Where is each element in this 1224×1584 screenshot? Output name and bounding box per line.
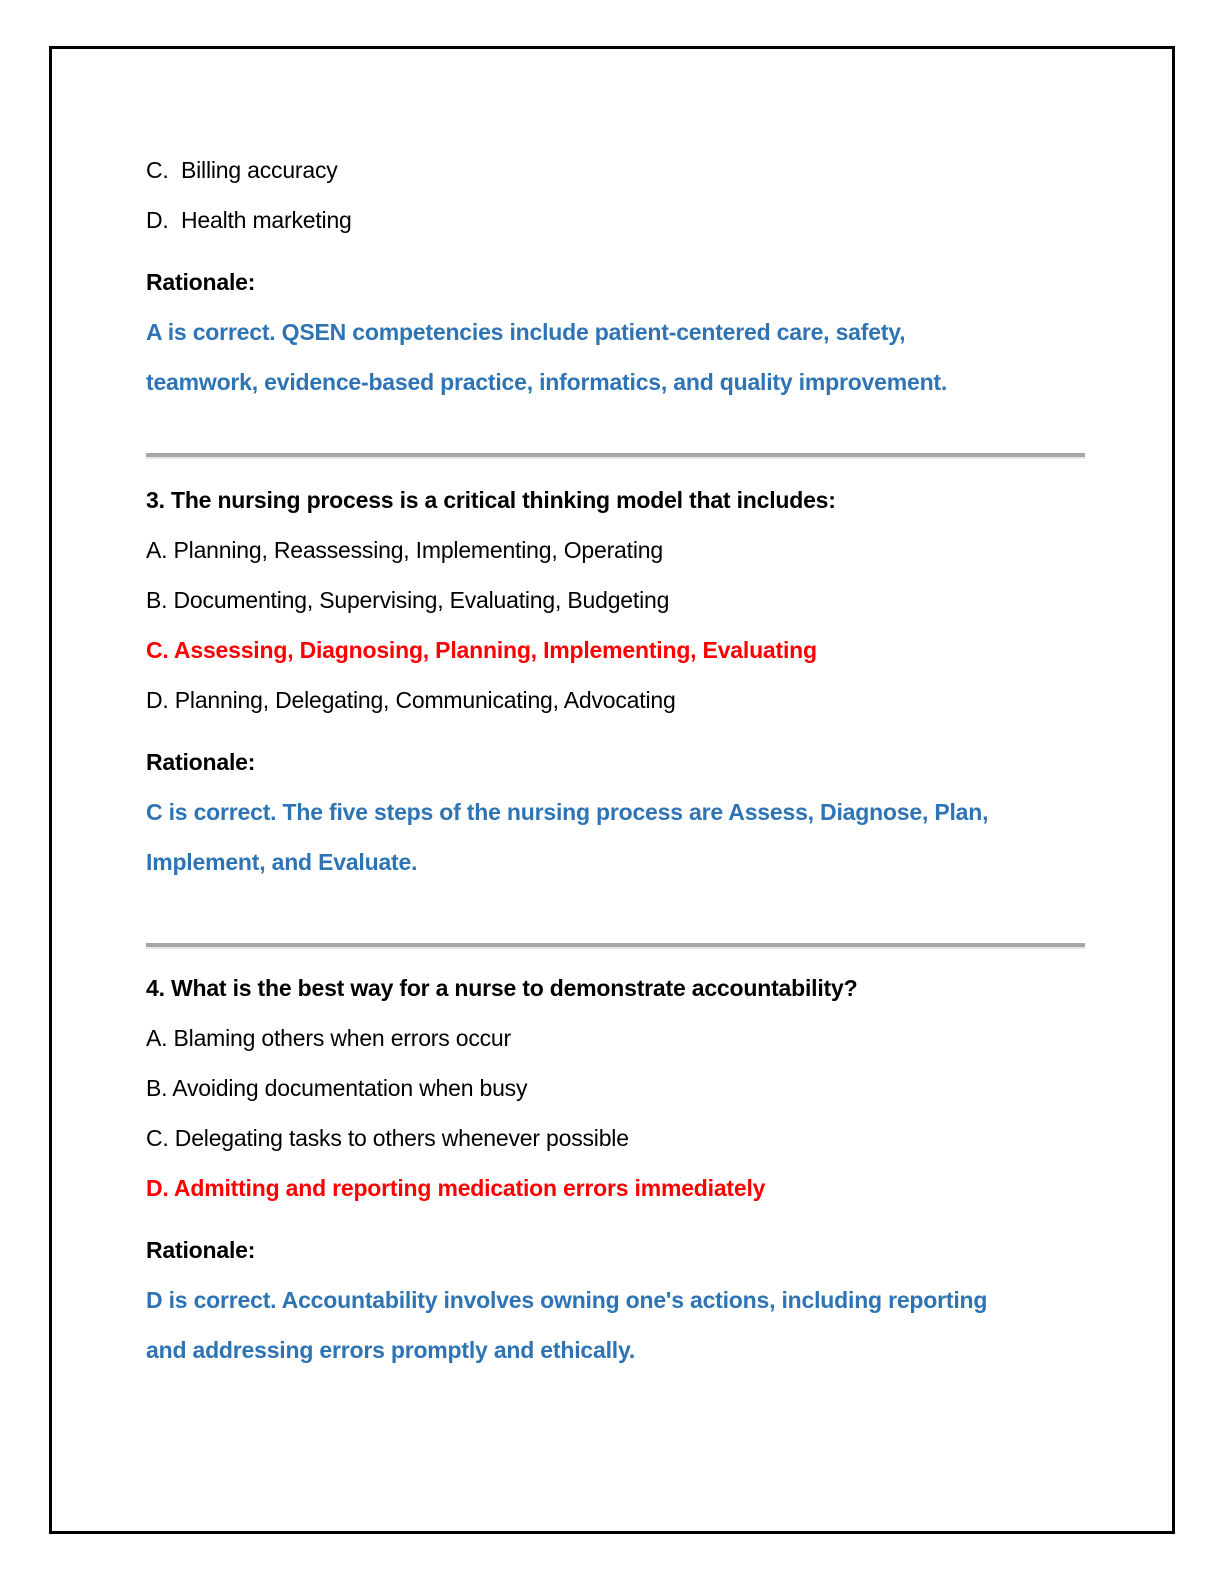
- rationale-text: and addressing errors promptly and ethically.: [146, 1337, 636, 1363]
- answer-option: D. Planning, Delegating, Communicating, Advocating: [146, 687, 676, 713]
- rationale-label: Rationale:: [146, 1237, 256, 1263]
- rationale-text: teamwork, evidence-based practice, informatics, and quality improvement.: [146, 369, 948, 395]
- question-text: 4. What is the best way for a nurse to demonstrate accountability?: [146, 975, 858, 1001]
- answer-option: C. Billing accuracy: [146, 157, 338, 183]
- rationale-text: Implement, and Evaluate.: [146, 849, 418, 875]
- section-divider: [146, 453, 1085, 459]
- section-divider: [146, 943, 1085, 949]
- page-frame: [49, 46, 1175, 1534]
- rationale-text: A is correct. QSEN competencies include patient-centered care, safety,: [146, 319, 906, 345]
- answer-option: C. Delegating tasks to others whenever possible: [146, 1125, 629, 1151]
- answer-option: A. Planning, Reassessing, Implementing, Operating: [146, 537, 663, 563]
- rationale-text: D is correct. Accountability involves owning one's actions, including reporting: [146, 1287, 988, 1313]
- answer-option: B. Documenting, Supervising, Evaluating, Budgeting: [146, 587, 670, 613]
- answer-option: B. Avoiding documentation when busy: [146, 1075, 528, 1101]
- answer-option: A. Blaming others when errors occur: [146, 1025, 511, 1051]
- answer-option-correct: D. Admitting and reporting medication errors immediately: [146, 1175, 766, 1201]
- rationale-text: C is correct. The five steps of the nursing process are Assess, Diagnose, Plan,: [146, 799, 989, 825]
- answer-option: D. Health marketing: [146, 207, 352, 233]
- question-text: 3. The nursing process is a critical thinking model that includes:: [146, 487, 836, 513]
- rationale-label: Rationale:: [146, 269, 256, 295]
- answer-option-correct: C. Assessing, Diagnosing, Planning, Implementing, Evaluating: [146, 637, 817, 663]
- rationale-label: Rationale:: [146, 749, 256, 775]
- document-content: [52, 49, 1172, 1375]
